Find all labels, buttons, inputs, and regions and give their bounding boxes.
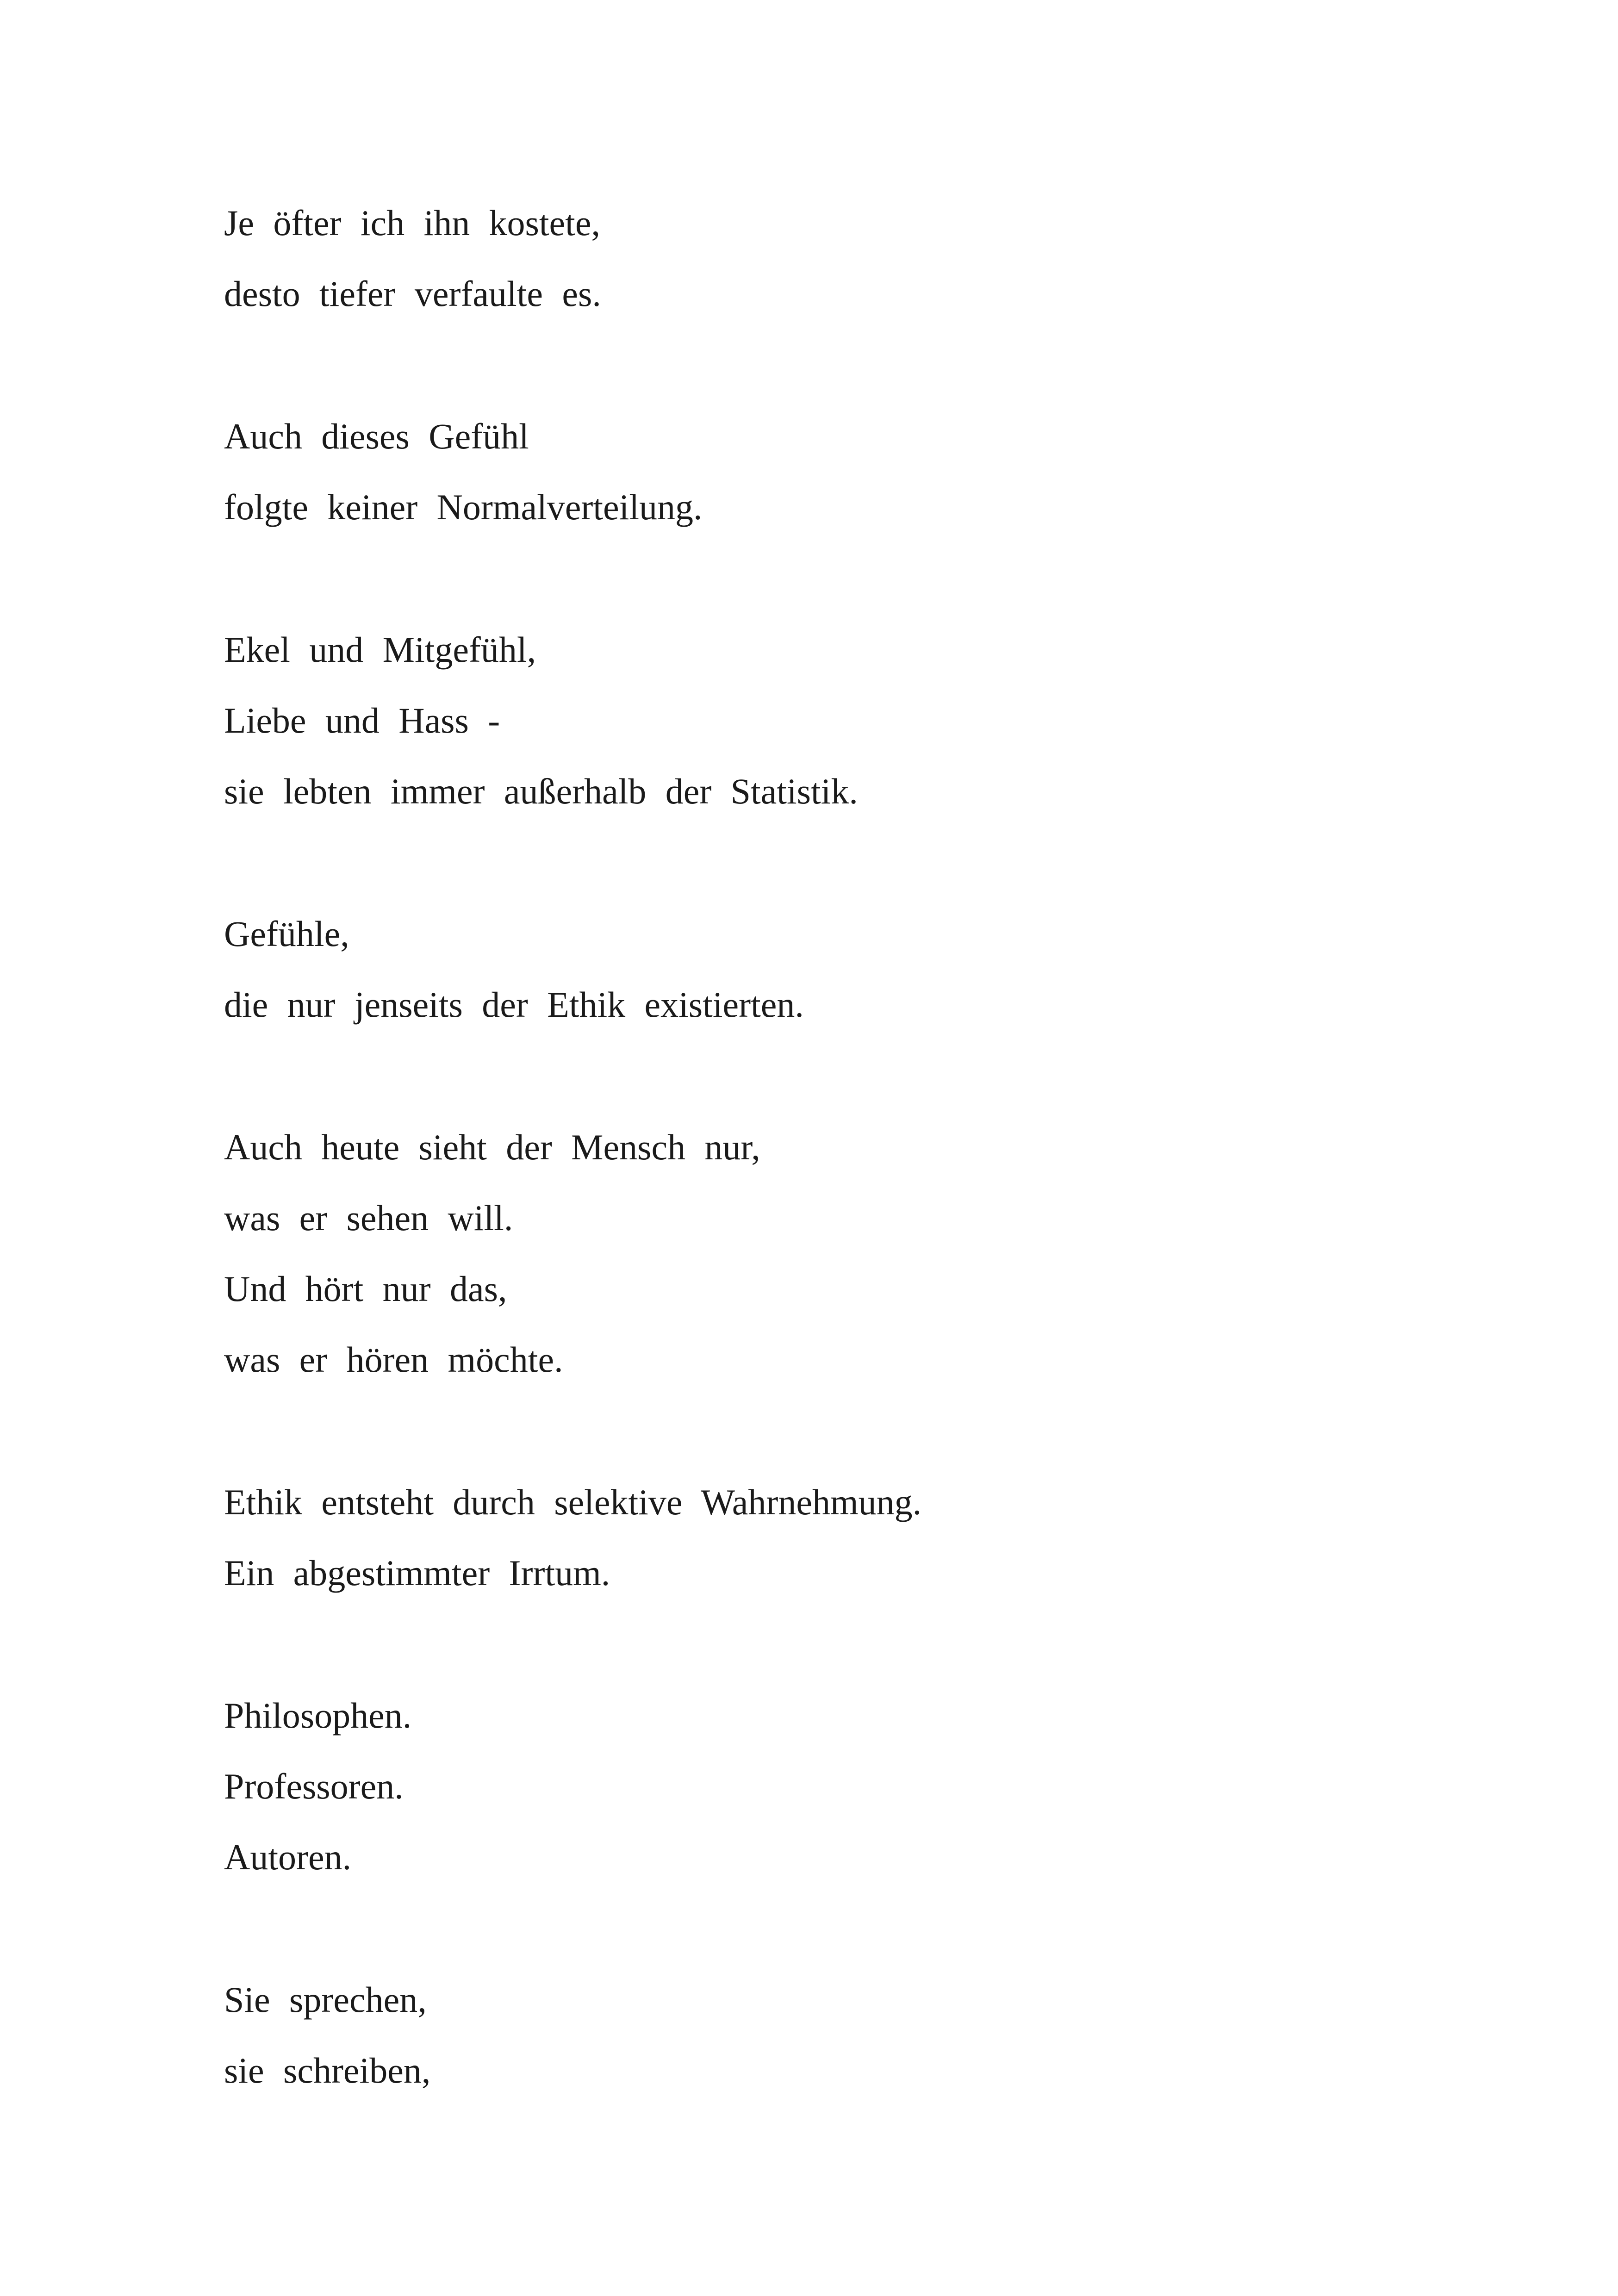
poem-line: sie lebten immer außerhalb der Statistik. (224, 771, 858, 811)
poem-line: Gefühle, (224, 914, 349, 954)
poem-line: Ethik entsteht durch selektive Wahrnehmung. (224, 1482, 922, 1522)
poem-line: Je öfter ich ihn kostete, (224, 203, 600, 243)
poem-line: Ein abgestimmter Irrtum. (224, 1553, 610, 1593)
stanza-1 (224, 187, 1474, 329)
stanza-4 (224, 898, 1474, 1040)
poem-line: Und hört nur das, (224, 1269, 507, 1309)
poem-line: Philosophen. (224, 1695, 412, 1736)
poem-line: Sie sprechen, (224, 1979, 427, 2020)
poem-line: Auch heute sieht der Mensch nur, (224, 1127, 760, 1167)
poem-line: Autoren. (224, 1837, 352, 1877)
poem-line: Professoren. (224, 1766, 404, 1806)
stanza-3 (224, 614, 1474, 827)
poem-line: was er hören möchte. (224, 1339, 563, 1380)
stanza-8 (224, 1964, 1474, 2106)
stanza-5 (224, 1112, 1474, 1395)
poem-line: Ekel und Mitgefühl, (224, 629, 536, 670)
poem-line: Liebe und Hass - (224, 700, 500, 740)
poem-line: die nur jenseits der Ethik existierten. (224, 984, 804, 1025)
stanza-6 (224, 1467, 1474, 1608)
poem-line: was er sehen will. (224, 1198, 513, 1238)
stanza-2 (224, 401, 1474, 542)
poem-body (224, 187, 1474, 2178)
poem-line: folgte keiner Normalverteilung. (224, 487, 703, 527)
poem-line: sie schreiben, (224, 2050, 431, 2091)
stanza-7 (224, 1680, 1474, 1892)
poem-line: Auch dieses Gefühl (224, 416, 529, 456)
poem-line: desto tiefer verfaulte es. (224, 274, 601, 314)
